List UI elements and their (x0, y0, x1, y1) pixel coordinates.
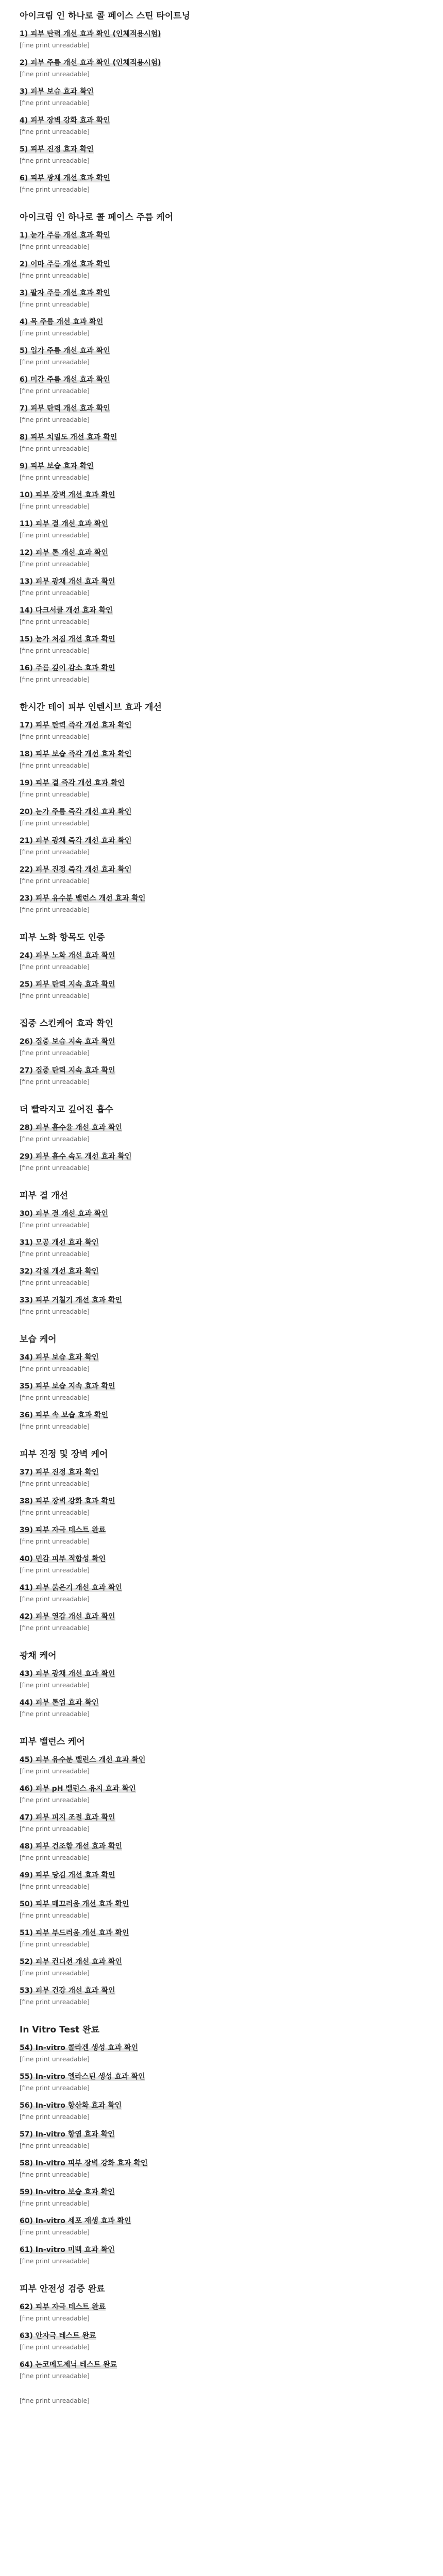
claim-title: 26) 집중 보습 지속 효과 확인 (20, 1038, 115, 1046)
claim-description: [fine print unreadable] (20, 2200, 90, 2207)
claim-description: [fine print unreadable] (20, 1567, 90, 1574)
section-title: 더 빨라지고 깊어진 흡수 (20, 1105, 113, 1115)
claim-description: [fine print unreadable] (20, 42, 90, 49)
claim-title: 64) 논코메도제닉 테스트 완료 (20, 2361, 117, 2369)
claim-description: [fine print unreadable] (20, 1509, 90, 1516)
claim-item (20, 316, 423, 338)
claim-item (20, 1151, 423, 1173)
claim-description: [fine print unreadable] (20, 1998, 90, 2006)
claim-description: [fine print unreadable] (20, 647, 90, 654)
claim-title: 49) 피부 당김 개선 효과 확인 (20, 1871, 115, 1879)
claim-description: [fine print unreadable] (20, 2315, 90, 2322)
claim-item (20, 1870, 423, 1891)
claim-title: 21) 피부 광채 즉각 개선 효과 확인 (20, 837, 132, 845)
claim-description: [fine print unreadable] (20, 272, 90, 279)
claim-item (20, 893, 423, 914)
claim-title: 58) In-vitro 피부 장벽 강화 효과 확인 (20, 2159, 148, 2167)
claim-description: [fine print unreadable] (20, 1854, 90, 1861)
claim-title: 36) 피부 속 보습 효과 확인 (20, 1411, 108, 1419)
claim-item (20, 461, 423, 482)
claim-description: [fine print unreadable] (20, 416, 90, 423)
claim-title: 2) 피부 주름 개선 효과 확인 (인체적용시험) (20, 59, 161, 67)
claim-description: [fine print unreadable] (20, 1423, 90, 1430)
section (20, 1016, 423, 1087)
claim-description: [fine print unreadable] (20, 2084, 90, 2092)
claim-title: 4) 목 주름 개선 효과 확인 (20, 318, 104, 326)
claim-item (20, 1985, 423, 2007)
claim-description: [fine print unreadable] (20, 445, 90, 452)
claim-description: [fine print unreadable] (20, 157, 90, 164)
claim-item (20, 1553, 423, 1575)
claim-title: 47) 피부 피지 조절 효과 확인 (20, 1814, 115, 1822)
claim-title: 1) 피부 탄력 개선 효과 확인 (인체적용시험) (20, 30, 161, 38)
claim-item (20, 432, 423, 453)
claim-description: [fine print unreadable] (20, 503, 90, 510)
claim-item (20, 1899, 423, 1920)
claim-description: [fine print unreadable] (20, 532, 90, 539)
claim-item (20, 345, 423, 367)
claim-title: 25) 피부 탄력 지속 효과 확인 (20, 980, 115, 989)
claim-title: 9) 피부 보습 효과 확인 (20, 462, 94, 470)
claim-item (20, 2100, 423, 2122)
claim-item (20, 2244, 423, 2266)
claim-title: 45) 피부 유수분 밸런스 개선 효과 확인 (20, 1756, 146, 1764)
claim-item (20, 634, 423, 655)
claim-item (20, 2042, 423, 2064)
claim-item (20, 518, 423, 540)
claim-item (20, 547, 423, 569)
claim-description: [fine print unreadable] (20, 1394, 90, 1401)
claim-description: [fine print unreadable] (20, 99, 90, 107)
claim-item (20, 115, 423, 137)
claim-title: 12) 피부 톤 개선 효과 확인 (20, 549, 108, 557)
claim-title: 60) In-vitro 세포 재생 효과 확인 (20, 2217, 131, 2225)
claim-item (20, 374, 423, 396)
claim-description: [fine print unreadable] (20, 906, 90, 913)
claim-item (20, 1697, 423, 1719)
section-title: 피부 결 개선 (20, 1191, 68, 1201)
claim-item (20, 1927, 423, 1949)
claim-item (20, 287, 423, 309)
claim-title: 59) In-vitro 보습 효과 확인 (20, 2188, 115, 2196)
claim-title: 37) 피부 진정 효과 확인 (20, 1468, 99, 1477)
section-title: 집중 스킨케어 효과 확인 (20, 1019, 113, 1029)
claim-description: [fine print unreadable] (20, 1250, 90, 1258)
claim-description: [fine print unreadable] (20, 618, 90, 625)
claim-description: [fine print unreadable] (20, 1768, 90, 1775)
claim-title: 30) 피부 결 개선 효과 확인 (20, 1210, 108, 1218)
claim-title: 48) 피부 건조함 개선 효과 확인 (20, 1842, 123, 1851)
claim-description: [fine print unreadable] (20, 1883, 90, 1890)
claim-description: [fine print unreadable] (20, 2142, 90, 2149)
claim-title: 53) 피부 건강 개선 효과 확인 (20, 1987, 115, 1995)
section (20, 1332, 423, 1431)
claim-description: [fine print unreadable] (20, 2372, 90, 2380)
claim-title: 15) 눈가 처짐 개선 효과 확인 (20, 635, 115, 643)
claim-item (20, 2359, 423, 2381)
claim-description: [fine print unreadable] (20, 2171, 90, 2178)
claim-description: [fine print unreadable] (20, 849, 90, 856)
claim-item (20, 57, 423, 79)
section (20, 1102, 423, 1173)
claim-title: 38) 피부 장벽 강화 효과 확인 (20, 1497, 115, 1505)
section-title: In Vitro Test 완료 (20, 2025, 100, 2035)
claim-title: 40) 민감 피부 적합성 확인 (20, 1555, 106, 1563)
claim-item (20, 1812, 423, 1834)
claim-title: 52) 피부 컨디션 개선 효과 확인 (20, 1958, 123, 1966)
claim-item (20, 1582, 423, 1604)
claim-item (20, 2215, 423, 2237)
section (20, 1648, 423, 1719)
claim-description: [fine print unreadable] (20, 791, 90, 798)
claim-title: 2) 이마 주름 개선 효과 확인 (20, 260, 110, 268)
claim-title: 39) 피부 자극 테스트 완료 (20, 1526, 106, 1534)
claim-item (20, 86, 423, 108)
claim-item (20, 2330, 423, 2352)
claim-description: [fine print unreadable] (20, 877, 90, 885)
claim-item (20, 144, 423, 165)
claim-title: 23) 피부 유수분 밸런스 개선 효과 확인 (20, 894, 146, 903)
section-title: 아이크림 인 하나로 콜 페이스 스틴 타이트닝 (20, 11, 191, 21)
claim-item (20, 1295, 423, 1316)
claim-title: 13) 피부 광채 개선 효과 확인 (20, 578, 115, 586)
claim-item (20, 230, 423, 251)
claim-item (20, 1036, 423, 1058)
claim-item (20, 1208, 423, 1230)
claim-item (20, 1266, 423, 1287)
claim-title: 28) 피부 흡수율 개선 효과 확인 (20, 1124, 123, 1132)
claim-title: 56) In-vitro 항산화 효과 확인 (20, 2102, 122, 2110)
claim-title: 3) 피부 보습 효과 확인 (20, 88, 94, 96)
section (20, 2022, 423, 2266)
claim-item (20, 403, 423, 425)
claim-item (20, 720, 423, 741)
claim-title: 11) 피부 결 개선 효과 확인 (20, 520, 108, 528)
claim-description: [fine print unreadable] (20, 676, 90, 683)
claim-item (20, 2129, 423, 2150)
claim-item (20, 806, 423, 828)
claim-description: [fine print unreadable] (20, 1136, 90, 1143)
claim-title: 63) 안자극 테스트 완료 (20, 2332, 96, 2340)
claim-title: 3) 팔자 주름 개선 효과 확인 (20, 289, 110, 297)
claim-title: 6) 피부 광채 개선 효과 확인 (20, 174, 110, 182)
claim-item (20, 173, 423, 194)
claim-item (20, 1611, 423, 1633)
claim-item (20, 1352, 423, 1374)
claim-description: [fine print unreadable] (20, 330, 90, 337)
claim-title: 35) 피부 보습 지속 효과 확인 (20, 1382, 115, 1391)
claim-description: [fine print unreadable] (20, 1164, 90, 1172)
claim-title: 62) 피부 자극 테스트 완료 (20, 2303, 106, 2311)
claim-description: [fine print unreadable] (20, 359, 90, 366)
claim-description: [fine print unreadable] (20, 1365, 90, 1372)
section (20, 700, 423, 914)
section (20, 1447, 423, 1633)
claim-description: [fine print unreadable] (20, 1049, 90, 1057)
claim-item (20, 28, 423, 50)
claim-item (20, 1783, 423, 1805)
section (20, 1734, 423, 2007)
claim-title: 5) 입가 주름 개선 효과 확인 (20, 347, 110, 355)
claim-description: [fine print unreadable] (20, 2344, 90, 2351)
claim-description: [fine print unreadable] (20, 1308, 90, 1315)
claim-description: [fine print unreadable] (20, 474, 90, 481)
claim-title: 34) 피부 보습 효과 확인 (20, 1353, 99, 1362)
claim-title: 33) 피부 거칠기 개선 효과 확인 (20, 1296, 123, 1304)
claim-description: [fine print unreadable] (20, 762, 90, 769)
section-title: 피부 노화 항목도 인증 (20, 933, 105, 943)
claim-title: 46) 피부 pH 밸런스 유지 효과 확인 (20, 1785, 136, 1793)
claim-title: 20) 눈가 주름 즉각 개선 효과 확인 (20, 808, 132, 816)
claim-title: 6) 미간 주름 개선 효과 확인 (20, 376, 110, 384)
claim-item (20, 2071, 423, 2093)
claim-description: [fine print unreadable] (20, 963, 90, 971)
claim-description: [fine print unreadable] (20, 1797, 90, 1804)
claim-description: [fine print unreadable] (20, 733, 90, 740)
claim-title: 54) In-vitro 콜라겐 생성 효과 확인 (20, 2044, 139, 2052)
section-title: 피부 진정 및 장벽 케어 (20, 1449, 108, 1460)
claim-title: 16) 주름 깊이 감소 효과 확인 (20, 664, 115, 672)
claim-title: 51) 피부 부드러움 개선 효과 확인 (20, 1929, 129, 1937)
claim-item (20, 576, 423, 598)
claim-description: [fine print unreadable] (20, 1941, 90, 1948)
claim-description: [fine print unreadable] (20, 820, 90, 827)
section (20, 2281, 423, 2381)
claim-description: [fine print unreadable] (20, 1596, 90, 1603)
claim-item (20, 1237, 423, 1259)
claim-description: [fine print unreadable] (20, 128, 90, 135)
claim-item (20, 1122, 423, 1144)
claim-item (20, 749, 423, 770)
claim-description: [fine print unreadable] (20, 1682, 90, 1689)
claim-description: [fine print unreadable] (20, 387, 90, 395)
claim-item (20, 864, 423, 886)
claim-description: [fine print unreadable] (20, 186, 90, 193)
claim-item (20, 1524, 423, 1546)
claim-title: 27) 집중 탄력 지속 효과 확인 (20, 1066, 115, 1075)
claim-item (20, 1467, 423, 1488)
claim-description: [fine print unreadable] (20, 1279, 90, 1286)
claim-title: 24) 피부 노화 개선 효과 확인 (20, 952, 115, 960)
claim-description: [fine print unreadable] (20, 561, 90, 568)
claim-item (20, 950, 423, 972)
claim-title: 22) 피부 진정 즉각 개선 효과 확인 (20, 866, 132, 874)
footer-note: [fine print unreadable] (20, 2397, 90, 2404)
claim-item (20, 489, 423, 511)
claim-description: [fine print unreadable] (20, 1624, 90, 1632)
claim-title: 44) 피부 톤업 효과 확인 (20, 1699, 99, 1707)
claim-item (20, 1381, 423, 1402)
section-title: 아이크림 인 하나로 콜 페이스 주름 케어 (20, 212, 174, 223)
claim-title: 55) In-vitro 엘라스틴 생성 효과 확인 (20, 2073, 145, 2081)
section (20, 8, 423, 194)
claim-title: 50) 피부 매끄러움 개선 효과 확인 (20, 1900, 129, 1908)
claim-item (20, 1841, 423, 1862)
claim-title: 14) 다크서클 개선 효과 확인 (20, 606, 113, 615)
claim-title: 10) 피부 장벽 개선 효과 확인 (20, 491, 115, 499)
claim-item (20, 2187, 423, 2208)
section (20, 210, 423, 684)
claim-title: 43) 피부 광채 개선 효과 확인 (20, 1670, 115, 1678)
claim-title: 61) In-vitro 미백 효과 확인 (20, 2246, 115, 2254)
claim-item (20, 2301, 423, 2323)
claim-description: [fine print unreadable] (20, 2258, 90, 2265)
claim-description: [fine print unreadable] (20, 1078, 90, 1086)
claim-description: [fine print unreadable] (20, 1480, 90, 1487)
section-title: 보습 케어 (20, 1334, 57, 1345)
claim-title: 4) 피부 장벽 강화 효과 확인 (20, 116, 110, 125)
claim-description: [fine print unreadable] (20, 2229, 90, 2236)
claim-title: 18) 피부 보습 즉각 개선 효과 확인 (20, 750, 132, 758)
section-title: 광채 케어 (20, 1651, 57, 1661)
claim-title: 7) 피부 탄력 개선 효과 확인 (20, 404, 110, 413)
section-title: 피부 안전성 검증 완료 (20, 2284, 105, 2294)
sections-container (20, 8, 423, 2381)
claim-title: 17) 피부 탄력 즉각 개선 효과 확인 (20, 721, 132, 730)
claim-title: 29) 피부 흡수 속도 개선 효과 확인 (20, 1153, 132, 1161)
section (20, 1188, 423, 1316)
claim-description: [fine print unreadable] (20, 992, 90, 999)
claim-description: [fine print unreadable] (20, 1538, 90, 1545)
claim-title: 1) 눈가 주름 개선 효과 확인 (20, 231, 110, 240)
claim-title: 19) 피부 결 즉각 개선 효과 확인 (20, 779, 125, 787)
claim-title: 32) 각질 개선 효과 확인 (20, 1267, 99, 1276)
section (20, 930, 423, 1001)
claim-description: [fine print unreadable] (20, 2056, 90, 2063)
claim-title: 8) 피부 치밀도 개선 효과 확인 (20, 433, 117, 442)
claim-description: [fine print unreadable] (20, 2113, 90, 2121)
claim-description: [fine print unreadable] (20, 71, 90, 78)
claim-title: 5) 피부 진정 효과 확인 (20, 145, 94, 154)
claim-item (20, 1410, 423, 1431)
claim-item (20, 835, 423, 857)
claim-description: [fine print unreadable] (20, 301, 90, 308)
claim-item (20, 259, 423, 280)
claim-description: [fine print unreadable] (20, 1710, 90, 1718)
claim-item (20, 1065, 423, 1087)
claim-description: [fine print unreadable] (20, 1825, 90, 1833)
claim-title: 41) 피부 붉은기 개선 효과 확인 (20, 1584, 123, 1592)
claim-item (20, 1956, 423, 1978)
claim-item (20, 1668, 423, 1690)
claim-item (20, 1496, 423, 1517)
claim-item (20, 1754, 423, 1776)
claim-item (20, 979, 423, 1001)
section-title: 한시간 테이 피부 인텐시브 효과 개선 (20, 702, 162, 713)
claim-description: [fine print unreadable] (20, 243, 90, 250)
claim-item (20, 2158, 423, 2179)
claim-description: [fine print unreadable] (20, 1222, 90, 1229)
claim-item (20, 663, 423, 684)
claim-description: [fine print unreadable] (20, 1970, 90, 1977)
section-title: 피부 밸런스 케어 (20, 1737, 85, 1747)
claim-title: 42) 피부 열감 개선 효과 확인 (20, 1613, 115, 1621)
claim-item (20, 777, 423, 799)
claim-description: [fine print unreadable] (20, 589, 90, 597)
claim-title: 31) 모공 개선 효과 확인 (20, 1239, 99, 1247)
claim-item (20, 605, 423, 626)
claim-description: [fine print unreadable] (20, 1912, 90, 1919)
claim-title: 57) In-vitro 항염 효과 확인 (20, 2130, 115, 2139)
